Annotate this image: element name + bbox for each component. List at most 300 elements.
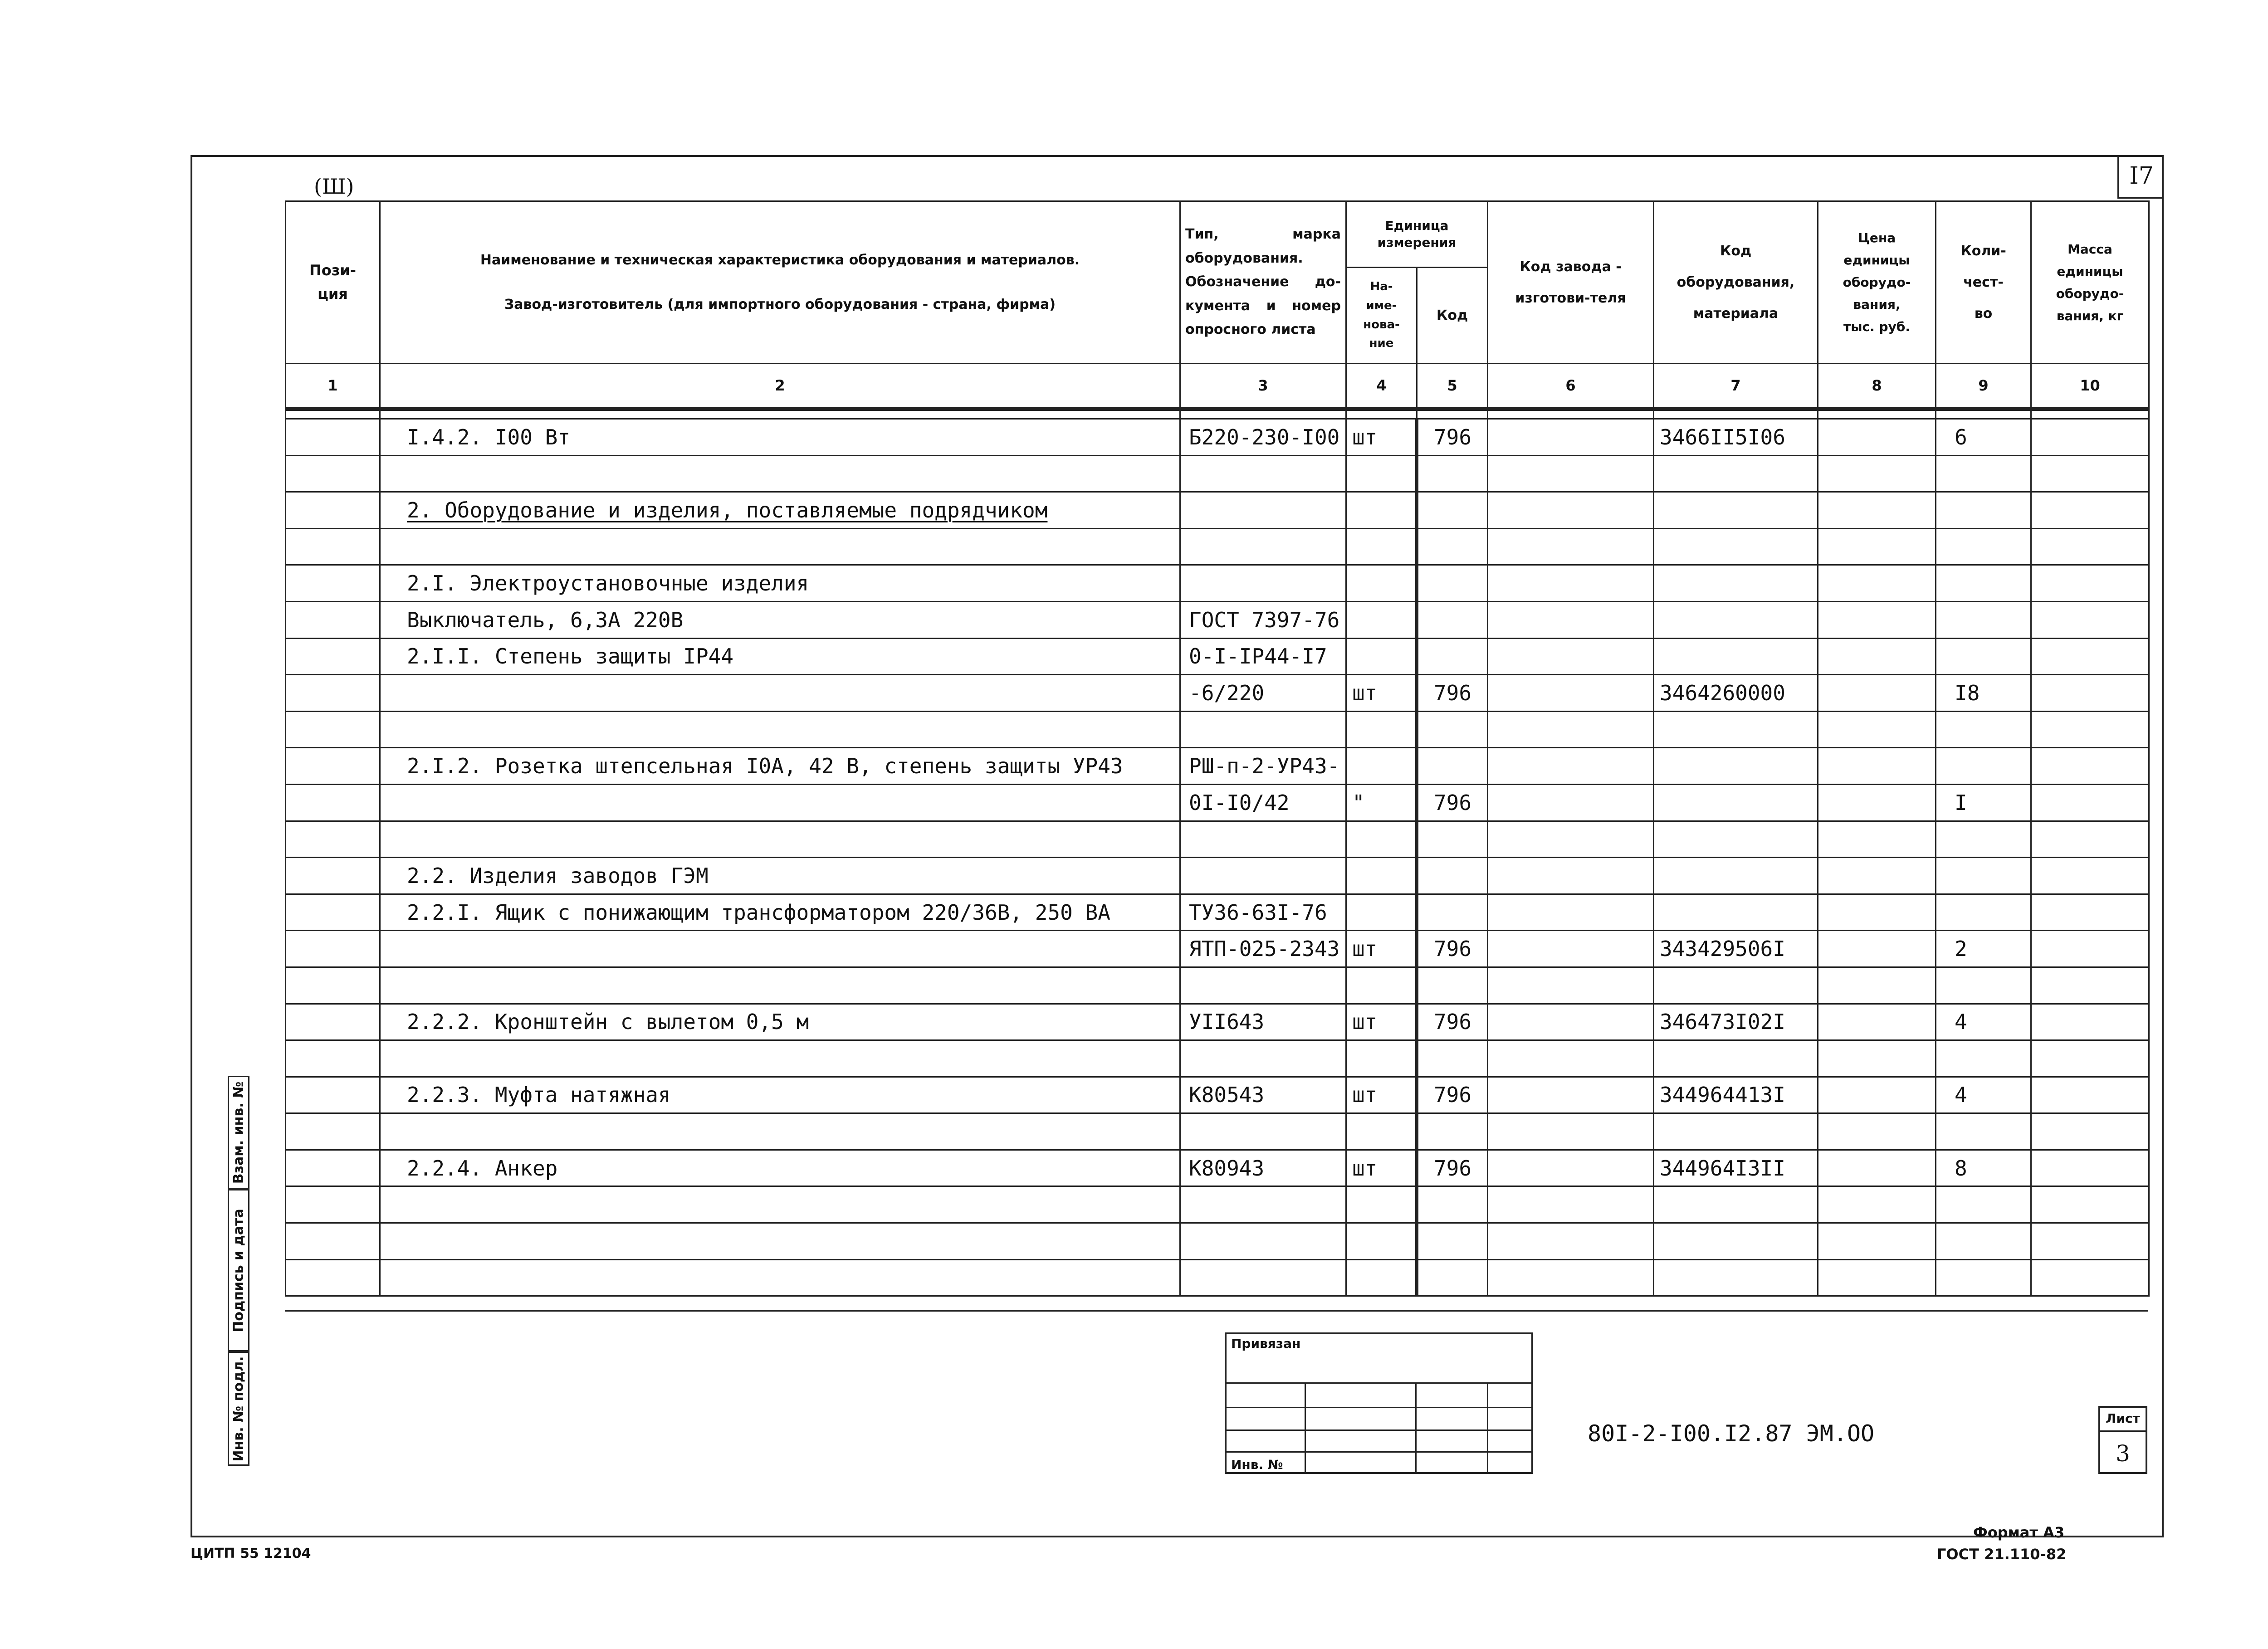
table-row: [286, 967, 2149, 1004]
cell-equipment-code: [1654, 528, 1818, 565]
cell-equipment-code-text: 344964I3II: [1660, 1156, 1785, 1181]
cell-factory-code: [1488, 967, 1654, 1004]
cell-factory-code: [1488, 601, 1654, 638]
cell-price: [1818, 858, 1936, 894]
column-numbers-row: [286, 364, 2149, 409]
cell-quantity-text: I8: [1955, 680, 1980, 705]
cell-name: [380, 419, 1180, 456]
cell-position: [286, 1040, 380, 1077]
cell-name: [380, 1113, 1180, 1150]
cell-quantity-text: 2: [1955, 937, 1967, 961]
cell-unit-name: [1346, 858, 1417, 894]
cell-unit-code: [1417, 455, 1488, 492]
cell-unit-code: [1417, 711, 1488, 748]
cell-position: [286, 565, 380, 602]
cell-type: [1180, 1150, 1346, 1186]
cell-unit-code: [1417, 748, 1488, 785]
cell-equipment-code: [1654, 784, 1818, 821]
cell-quantity-text: 4: [1955, 1083, 1967, 1107]
table-row: [286, 1186, 2149, 1223]
cell-equipment-code: [1654, 601, 1818, 638]
cell-type: [1180, 1040, 1346, 1077]
title-block-top-line: [285, 1310, 2148, 1312]
cell-unit-code: [1417, 858, 1488, 894]
cell-type: [1180, 858, 1346, 894]
cell-factory-code: [1488, 1259, 1654, 1296]
cell-type: [1180, 492, 1346, 529]
column-number: 10: [2031, 364, 2149, 409]
cell-price: [1818, 528, 1936, 565]
cell-price: [1818, 1259, 1936, 1296]
cell-unit-code: [1417, 1259, 1488, 1296]
cell-name-text: 2.2.3. Муфта натяжная: [407, 1083, 671, 1107]
cell-type-text: 0I-I0/42: [1189, 790, 1290, 815]
cell-quantity: [1936, 1077, 2031, 1113]
cell-unit-code: [1417, 784, 1488, 821]
table-row: [286, 894, 2149, 931]
header-factory-code: Код завода - изготови-теля: [1488, 201, 1654, 364]
cell-quantity-text: 4: [1955, 1010, 1967, 1034]
cell-unit-name: [1346, 528, 1417, 565]
cell-price: [1818, 455, 1936, 492]
cell-position: [286, 455, 380, 492]
footer-gost: ГОСТ 21.110-82: [1937, 1546, 2067, 1563]
cell-price: [1818, 894, 1936, 931]
cell-type: [1180, 565, 1346, 602]
cell-type: [1180, 528, 1346, 565]
cell-type: [1180, 711, 1346, 748]
cell-type-text: К80543: [1189, 1083, 1265, 1107]
cell-quantity-text: I: [1955, 790, 1967, 815]
cell-name-text: 2.I.2. Розетка штепсельная I0А, 42 В, степень защиты УР43: [407, 754, 1123, 779]
cell-quantity: [1936, 821, 2031, 858]
header-quantity: Коли-чест-во: [1936, 201, 2031, 364]
cell-position: [286, 1113, 380, 1150]
cell-mass: [2031, 601, 2149, 638]
cell-quantity: [1936, 492, 2031, 529]
cell-unit-name: [1346, 675, 1417, 712]
cell-factory-code: [1488, 419, 1654, 456]
cell-equipment-code: [1654, 1077, 1818, 1113]
cell-quantity: [1936, 931, 2031, 967]
cell-factory-code: [1488, 455, 1654, 492]
table-row: [286, 1077, 2149, 1113]
cell-price: [1818, 601, 1936, 638]
cell-quantity: [1936, 894, 2031, 931]
cell-price: [1818, 967, 1936, 1004]
cell-unit-name: [1346, 711, 1417, 748]
header-position: [286, 201, 380, 364]
cell-factory-code: [1488, 638, 1654, 675]
cell-unit-name-text: шт: [1352, 424, 1378, 449]
cell-equipment-code-text: 343429506I: [1660, 937, 1785, 961]
table-row: [286, 528, 2149, 565]
cell-mass: [2031, 711, 2149, 748]
cell-factory-code: [1488, 1077, 1654, 1113]
cell-name: [380, 784, 1180, 821]
cell-mass: [2031, 1077, 2149, 1113]
cell-equipment-code: [1654, 419, 1818, 456]
cell-unit-code-text: 796: [1433, 790, 1472, 815]
cell-type: [1180, 419, 1346, 456]
cell-unit-code: [1417, 894, 1488, 931]
cell-type: [1180, 455, 1346, 492]
cell-name: [380, 492, 1180, 529]
cell-name: [380, 1150, 1180, 1186]
footer-format: Формат А3: [1973, 1524, 2065, 1541]
cell-position: [286, 1223, 380, 1260]
table-row: [286, 675, 2149, 712]
cell-unit-name: [1346, 1150, 1417, 1186]
sheet-box: [2098, 1406, 2147, 1474]
side-label-inventory: [228, 1351, 249, 1466]
cell-type: [1180, 748, 1346, 785]
cell-type-text: 0-I-IP44-I7: [1189, 644, 1327, 669]
cell-price: [1818, 1113, 1936, 1150]
cell-position: [286, 967, 380, 1004]
cell-type: [1180, 638, 1346, 675]
cell-equipment-code: [1654, 967, 1818, 1004]
cell-quantity: [1936, 455, 2031, 492]
cell-unit-name: [1346, 821, 1417, 858]
cell-mass: [2031, 528, 2149, 565]
cell-mass: [2031, 1004, 2149, 1040]
column-number: 2: [380, 364, 1180, 409]
cell-mass: [2031, 967, 2149, 1004]
cell-quantity: [1936, 748, 2031, 785]
binding-stamp: [1225, 1332, 1533, 1474]
cell-unit-code: [1417, 1186, 1488, 1223]
table-row: [286, 821, 2149, 858]
cell-type: [1180, 1113, 1346, 1150]
cell-quantity-text: 8: [1955, 1156, 1967, 1181]
cell-price: [1818, 492, 1936, 529]
header-name-line1: Наименование и техническая характеристика оборудования и материалов.: [480, 252, 1080, 268]
cell-price: [1818, 1186, 1936, 1223]
cell-unit-name: [1346, 419, 1417, 456]
cell-mass: [2031, 565, 2149, 602]
cell-quantity: [1936, 967, 2031, 1004]
cell-unit-code: [1417, 565, 1488, 602]
cell-mass: [2031, 419, 2149, 456]
cell-equipment-code: [1654, 821, 1818, 858]
cell-price: [1818, 638, 1936, 675]
cell-position: [286, 1186, 380, 1223]
cell-name: [380, 1077, 1180, 1113]
column-number: 7: [1654, 364, 1818, 409]
cell-unit-code: [1417, 601, 1488, 638]
cell-quantity-text: 6: [1955, 424, 1967, 449]
cell-equipment-code: [1654, 1004, 1818, 1040]
table-row: [286, 711, 2149, 748]
cell-type-text: УII643: [1189, 1010, 1265, 1034]
cell-price: [1818, 675, 1936, 712]
cell-unit-name: [1346, 748, 1417, 785]
cell-factory-code: [1488, 1040, 1654, 1077]
cell-equipment-code: [1654, 455, 1818, 492]
cell-mass: [2031, 858, 2149, 894]
cell-unit-code: [1417, 528, 1488, 565]
header-mass: Масса единицы оборудо-вания, кг: [2031, 201, 2149, 364]
cell-unit-code-text: 796: [1433, 424, 1472, 449]
cell-unit-code: [1417, 492, 1488, 529]
cell-quantity: [1936, 784, 2031, 821]
cell-type-text: Б220-230-I00: [1189, 424, 1340, 449]
cell-unit-name: [1346, 784, 1417, 821]
column-number: 1: [286, 364, 380, 409]
cell-mass: [2031, 675, 2149, 712]
cell-unit-code: [1417, 1150, 1488, 1186]
header-unit-group: Единица измерения: [1346, 201, 1488, 268]
cell-quantity: [1936, 1259, 2031, 1296]
cell-unit-name: [1346, 1259, 1417, 1296]
cell-type: [1180, 894, 1346, 931]
table-row: [286, 858, 2149, 894]
header-price: Цена единицы оборудо-вания, тыс. руб.: [1818, 201, 1936, 364]
cell-name-text: 2.2. Изделия заводов ГЭМ: [407, 863, 709, 888]
cell-quantity: [1936, 565, 2031, 602]
cell-name: [380, 455, 1180, 492]
stamp-inventory: Инв. №: [1231, 1457, 1283, 1472]
cell-factory-code: [1488, 711, 1654, 748]
cell-name-text: 2. Оборудование и изделия, поставляемые подрядчиком: [407, 498, 1048, 522]
cell-unit-code: [1417, 931, 1488, 967]
cell-name: [380, 675, 1180, 712]
table-row: [286, 1150, 2149, 1186]
cell-equipment-code: [1654, 638, 1818, 675]
cell-unit-name-text: шт: [1352, 680, 1378, 705]
cell-equipment-code: [1654, 748, 1818, 785]
cell-quantity: [1936, 528, 2031, 565]
column-number: 5: [1417, 364, 1488, 409]
cell-position: [286, 1077, 380, 1113]
table-row: [286, 492, 2149, 529]
cell-equipment-code-text: 344964413I: [1660, 1083, 1785, 1107]
cell-quantity: [1936, 1223, 2031, 1260]
corner-mark: (Ш): [314, 174, 354, 199]
cell-unit-code: [1417, 967, 1488, 1004]
cell-position: [286, 601, 380, 638]
cell-factory-code: [1488, 1223, 1654, 1260]
cell-equipment-code: [1654, 1040, 1818, 1077]
cell-mass: [2031, 1259, 2149, 1296]
cell-price: [1818, 1150, 1936, 1186]
cell-quantity: [1936, 711, 2031, 748]
cell-name-text: 2.I.I. Степень защиты IP44: [407, 644, 734, 669]
cell-factory-code: [1488, 1150, 1654, 1186]
cell-factory-code: [1488, 1004, 1654, 1040]
cell-name: [380, 601, 1180, 638]
cell-quantity: [1936, 858, 2031, 894]
cell-unit-name: [1346, 1223, 1417, 1260]
cell-quantity: [1936, 419, 2031, 456]
cell-equipment-code: [1654, 858, 1818, 894]
cell-equipment-code: [1654, 711, 1818, 748]
cell-name-text: Выключатель, 6,3А 220В: [407, 607, 684, 632]
cell-unit-name: [1346, 455, 1417, 492]
cell-unit-name: [1346, 601, 1417, 638]
cell-name-text: 2.2.2. Кронштейн с вылетом 0,5 м: [407, 1010, 809, 1034]
specification-table: [285, 200, 2150, 1297]
cell-unit-name: [1346, 638, 1417, 675]
header-equipment-code: Код оборудования, материала: [1654, 201, 1818, 364]
cell-factory-code: [1488, 784, 1654, 821]
sheet-number: I7: [2117, 155, 2164, 199]
cell-factory-code: [1488, 675, 1654, 712]
cell-equipment-code: [1654, 1150, 1818, 1186]
cell-position: [286, 1150, 380, 1186]
cell-name: [380, 528, 1180, 565]
cell-mass: [2031, 455, 2149, 492]
cell-name: [380, 967, 1180, 1004]
cell-factory-code: [1488, 931, 1654, 967]
table-row: [286, 784, 2149, 821]
header-type: Тип, марка оборудования. Обозначение до-кумента и номер опросного листа: [1180, 201, 1346, 364]
cell-quantity: [1936, 1040, 2031, 1077]
cell-unit-name-text: шт: [1352, 1156, 1378, 1181]
cell-equipment-code: [1654, 492, 1818, 529]
cell-equipment-code-text: 346473I02I: [1660, 1010, 1785, 1034]
column-number: 6: [1488, 364, 1654, 409]
cell-price: [1818, 748, 1936, 785]
cell-price: [1818, 711, 1936, 748]
cell-unit-name: [1346, 894, 1417, 931]
cell-quantity: [1936, 638, 2031, 675]
header-position-text: Пози- ция: [309, 262, 357, 302]
table-row: [286, 1004, 2149, 1040]
cell-unit-name: [1346, 565, 1417, 602]
cell-position: [286, 894, 380, 931]
column-number: 4: [1346, 364, 1417, 409]
column-number: 8: [1818, 364, 1936, 409]
table-row: [286, 565, 2149, 602]
side-label-replacement: [228, 1076, 249, 1189]
cell-price: [1818, 565, 1936, 602]
footer-left: ЦИТП 55 12104: [191, 1546, 311, 1561]
cell-type-text: -6/220: [1189, 680, 1265, 705]
cell-type: [1180, 601, 1346, 638]
cell-name-text: 2.2.I. Ящик с понижающим трансформатором 220/36В, 250 ВА: [407, 900, 1110, 925]
cell-unit-code: [1417, 1077, 1488, 1113]
table-row: [286, 601, 2149, 638]
cell-mass: [2031, 492, 2149, 529]
cell-price: [1818, 821, 1936, 858]
cell-type-text: К80943: [1189, 1156, 1265, 1181]
cell-name: [380, 565, 1180, 602]
cell-name-text: 2.2.4. Анкер: [407, 1156, 558, 1181]
table-row: [286, 1113, 2149, 1150]
table-row: [286, 931, 2149, 967]
cell-equipment-code: [1654, 1259, 1818, 1296]
cell-type: [1180, 967, 1346, 1004]
cell-name-text: I.4.2. I00 Вт: [407, 424, 571, 449]
cell-quantity: [1936, 1186, 2031, 1223]
cell-unit-code-text: 796: [1433, 1083, 1472, 1107]
header-name: [380, 201, 1180, 364]
cell-price: [1818, 419, 1936, 456]
cell-quantity: [1936, 1113, 2031, 1150]
cell-position: [286, 1259, 380, 1296]
cell-factory-code: [1488, 858, 1654, 894]
cell-unit-name: [1346, 1004, 1417, 1040]
cell-unit-code: [1417, 1113, 1488, 1150]
cell-name: [380, 711, 1180, 748]
cell-factory-code: [1488, 748, 1654, 785]
cell-mass: [2031, 1113, 2149, 1150]
cell-unit-name-text: шт: [1352, 1083, 1378, 1107]
cell-mass: [2031, 1040, 2149, 1077]
cell-unit-name: [1346, 1077, 1417, 1113]
cell-type: [1180, 1259, 1346, 1296]
table-row: [286, 1223, 2149, 1260]
column-number: 3: [1180, 364, 1346, 409]
cell-position: [286, 821, 380, 858]
cell-factory-code: [1488, 1113, 1654, 1150]
cell-name: [380, 1186, 1180, 1223]
cell-unit-code-text: 796: [1433, 1156, 1472, 1181]
cell-equipment-code: [1654, 1113, 1818, 1150]
cell-mass: [2031, 821, 2149, 858]
cell-unit-name: [1346, 967, 1417, 1004]
cell-position: [286, 931, 380, 967]
cell-mass: [2031, 784, 2149, 821]
cell-price: [1818, 1040, 1936, 1077]
cell-equipment-code: [1654, 1186, 1818, 1223]
document-code: 80I-2-I00.I2.87 ЭМ.ОО: [1588, 1420, 1875, 1447]
cell-type-text: ЯТП-025-2343: [1189, 937, 1340, 961]
side-label-signature-text: Подпись и дата: [230, 1208, 247, 1332]
cell-price: [1818, 931, 1936, 967]
cell-mass: [2031, 1150, 2149, 1186]
cell-type: [1180, 1186, 1346, 1223]
cell-type: [1180, 931, 1346, 967]
cell-equipment-code: [1654, 675, 1818, 712]
table-row: [286, 455, 2149, 492]
cell-name: [380, 894, 1180, 931]
cell-unit-name: [1346, 1040, 1417, 1077]
sheet-label: Лист: [2100, 1408, 2146, 1432]
cell-name: [380, 1223, 1180, 1260]
cell-price: [1818, 784, 1936, 821]
cell-quantity: [1936, 675, 2031, 712]
cell-unit-name: [1346, 492, 1417, 529]
cell-name-text: 2.I. Электроустановочные изделия: [407, 571, 809, 596]
cell-type: [1180, 1223, 1346, 1260]
cell-type-text: ГОСТ 7397-76: [1189, 607, 1340, 632]
cell-price: [1818, 1004, 1936, 1040]
cell-unit-code-text: 796: [1433, 1010, 1472, 1034]
cell-unit-name: [1346, 931, 1417, 967]
cell-factory-code: [1488, 565, 1654, 602]
cell-name: [380, 1259, 1180, 1296]
cell-mass: [2031, 931, 2149, 967]
cell-type: [1180, 1077, 1346, 1113]
header-unit-code: Код: [1417, 268, 1488, 364]
cell-equipment-code: [1654, 1223, 1818, 1260]
cell-unit-code: [1417, 675, 1488, 712]
column-number: 9: [1936, 364, 2031, 409]
cell-position: [286, 748, 380, 785]
side-label-signature: [228, 1189, 249, 1351]
cell-position: [286, 492, 380, 529]
side-label-inventory-text: Инв. № подл.: [230, 1356, 247, 1462]
cell-position: [286, 1004, 380, 1040]
cell-unit-code: [1417, 821, 1488, 858]
cell-equipment-code: [1654, 894, 1818, 931]
cell-type: [1180, 675, 1346, 712]
side-label-replacement-text: Взам. инв. №: [230, 1081, 247, 1184]
cell-mass: [2031, 1186, 2149, 1223]
